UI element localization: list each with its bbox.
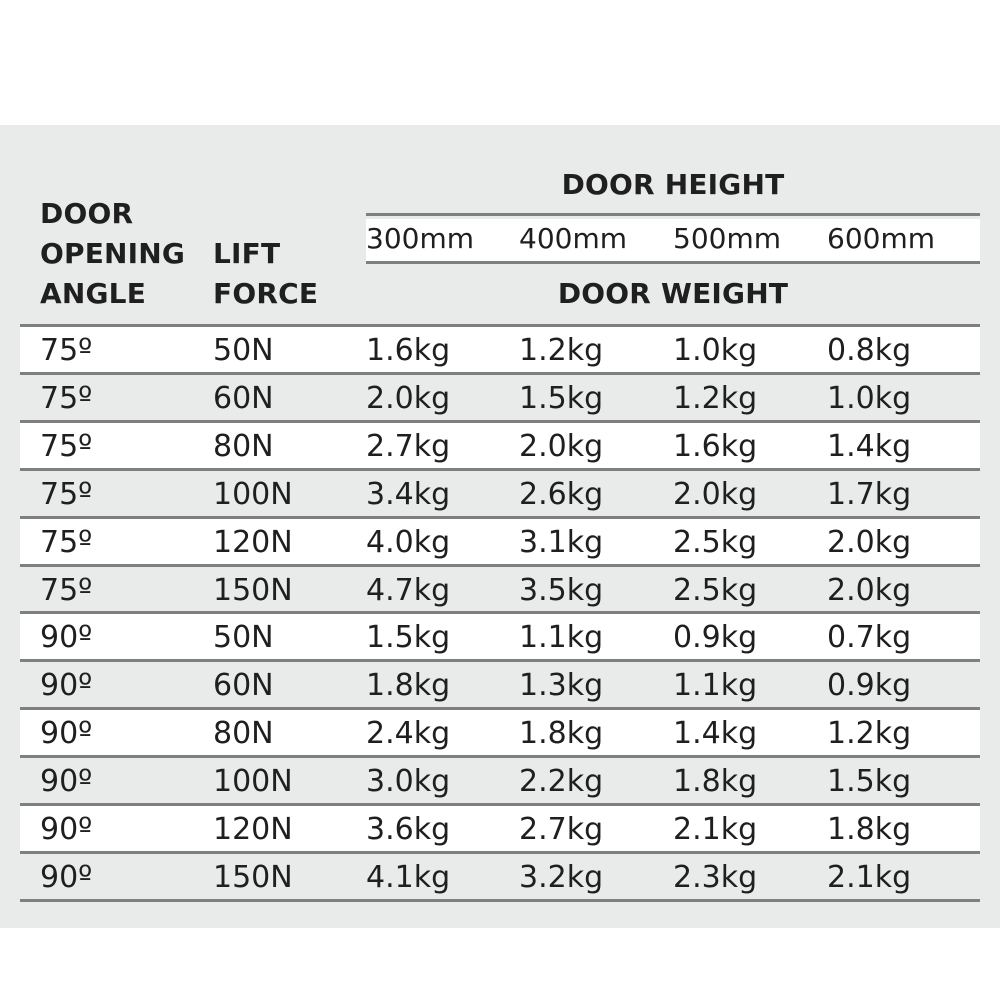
- cell-force: 80N: [213, 716, 274, 752]
- cell-weight-400: 1.3kg: [519, 668, 604, 704]
- height-label: 600mm: [827, 222, 935, 255]
- cell-weight-300: 4.0kg: [366, 524, 451, 560]
- cell-angle: 90º: [40, 716, 93, 752]
- cell-weight-500: 2.5kg: [673, 524, 758, 560]
- height-label: 500mm: [673, 222, 781, 255]
- header-force-line: LIFT: [213, 237, 281, 270]
- cell-weight-400: 1.2kg: [519, 333, 604, 368]
- cell-weight-300: 2.0kg: [366, 380, 451, 416]
- cell-weight-600: 2.0kg: [827, 524, 912, 560]
- cell-angle: 75º: [40, 380, 93, 416]
- cell-angle: 75º: [40, 428, 93, 464]
- table-row: [20, 567, 980, 612]
- cell-weight-400: 3.2kg: [519, 859, 604, 895]
- cell-weight-300: 2.7kg: [366, 428, 451, 464]
- cell-force: 50N: [213, 333, 274, 368]
- row-divider: [20, 899, 980, 902]
- cell-weight-400: 3.5kg: [519, 572, 604, 608]
- table-row: [20, 614, 980, 659]
- cell-force: 60N: [213, 668, 274, 704]
- header-door-height: DOOR HEIGHT: [561, 168, 785, 201]
- height-label: 300mm: [366, 222, 474, 255]
- cell-force: 80N: [213, 428, 274, 464]
- cell-weight-600: 1.8kg: [827, 812, 912, 847]
- cell-angle: 90º: [40, 668, 93, 704]
- cell-weight-400: 2.6kg: [519, 476, 604, 512]
- cell-weight-300: 1.5kg: [366, 620, 451, 656]
- cell-force: 50N: [213, 620, 274, 656]
- header-door-weight: DOOR WEIGHT: [557, 277, 789, 310]
- cell-weight-300: 4.7kg: [366, 572, 451, 608]
- cell-weight-600: 2.1kg: [827, 859, 912, 895]
- cell-weight-600: 1.5kg: [827, 764, 912, 800]
- cell-force: 60N: [213, 380, 274, 416]
- cell-weight-500: 2.5kg: [673, 572, 758, 608]
- cell-weight-600: 1.7kg: [827, 476, 912, 512]
- cell-angle: 75º: [40, 572, 93, 608]
- cell-weight-500: 1.4kg: [673, 716, 758, 752]
- header-angle: [40, 194, 185, 314]
- cell-angle: 90º: [40, 812, 93, 847]
- table-row: [20, 662, 980, 707]
- table-row: [20, 806, 980, 851]
- cell-weight-400: 2.2kg: [519, 764, 604, 800]
- cell-weight-500: 2.3kg: [673, 859, 758, 895]
- cell-weight-400: 2.0kg: [519, 428, 604, 464]
- cell-angle: 90º: [40, 859, 93, 895]
- table-row: [20, 423, 980, 468]
- cell-weight-600: 2.0kg: [827, 572, 912, 608]
- cell-weight-400: 2.7kg: [519, 812, 604, 847]
- table-row: [20, 471, 980, 516]
- table-row: [20, 758, 980, 803]
- header-force: [213, 234, 318, 314]
- header-angle-line: OPENING: [40, 237, 186, 270]
- cell-weight-600: 0.7kg: [827, 620, 912, 656]
- cell-angle: 90º: [40, 764, 93, 800]
- cell-weight-500: 1.6kg: [673, 428, 758, 464]
- cell-weight-300: 1.8kg: [366, 668, 451, 704]
- cell-weight-500: 1.2kg: [673, 380, 758, 416]
- cell-weight-300: 1.6kg: [366, 333, 451, 368]
- header-divider: [366, 261, 980, 264]
- cell-weight-600: 0.8kg: [827, 333, 912, 368]
- cell-weight-500: 1.1kg: [673, 668, 758, 704]
- header-divider: [366, 213, 980, 216]
- cell-weight-600: 0.9kg: [827, 668, 912, 704]
- cell-weight-500: 2.1kg: [673, 812, 758, 847]
- cell-angle: 75º: [40, 524, 93, 560]
- cell-force: 150N: [213, 572, 293, 608]
- height-row: [366, 219, 980, 261]
- table-panel: [0, 125, 1000, 928]
- table-row: [20, 327, 980, 372]
- cell-weight-400: 1.5kg: [519, 380, 604, 416]
- cell-weight-400: 3.1kg: [519, 524, 604, 560]
- height-label: 400mm: [519, 222, 627, 255]
- cell-weight-600: 1.0kg: [827, 380, 912, 416]
- cell-weight-500: 1.8kg: [673, 764, 758, 800]
- header-angle-line: ANGLE: [40, 277, 147, 310]
- cell-weight-300: 2.4kg: [366, 716, 451, 752]
- cell-weight-300: 3.0kg: [366, 764, 451, 800]
- cell-force: 100N: [213, 476, 293, 512]
- header-angle-line: DOOR: [40, 197, 134, 230]
- header-force-line: FORCE: [213, 277, 319, 310]
- table-row: [20, 519, 980, 564]
- cell-force: 150N: [213, 859, 293, 895]
- cell-angle: 75º: [40, 476, 93, 512]
- cell-weight-300: 3.4kg: [366, 476, 451, 512]
- cell-weight-400: 1.8kg: [519, 716, 604, 752]
- cell-weight-600: 1.4kg: [827, 428, 912, 464]
- cell-force: 120N: [213, 524, 293, 560]
- table-row: [20, 375, 980, 420]
- cell-weight-600: 1.2kg: [827, 716, 912, 752]
- cell-angle: 90º: [40, 620, 93, 656]
- cell-weight-500: 1.0kg: [673, 333, 758, 368]
- table-row: [20, 854, 980, 899]
- cell-weight-300: 3.6kg: [366, 812, 451, 847]
- cell-force: 100N: [213, 764, 293, 800]
- table-row: [20, 710, 980, 755]
- cell-weight-300: 4.1kg: [366, 859, 451, 895]
- cell-weight-500: 0.9kg: [673, 620, 758, 656]
- cell-weight-500: 2.0kg: [673, 476, 758, 512]
- cell-angle: 75º: [40, 333, 93, 368]
- cell-weight-400: 1.1kg: [519, 620, 604, 656]
- cell-force: 120N: [213, 812, 293, 847]
